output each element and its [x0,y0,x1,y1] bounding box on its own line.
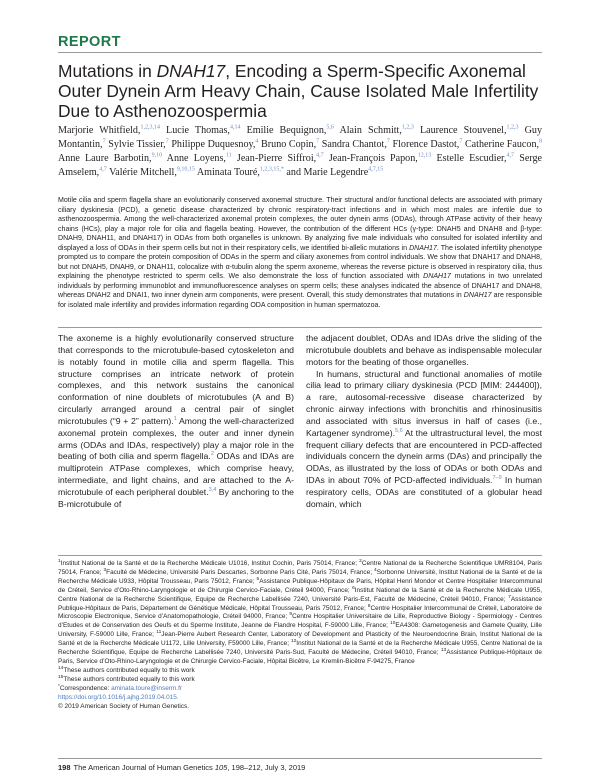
journal-volume: 105 [214,763,228,772]
affiliation-number: 7 [508,594,511,600]
affiliation-marker[interactable]: 4,7 [316,152,324,159]
affiliation-text: Assistance Publique-Hôpitaux de Paris, Hôpital Henri Mondor et Centre Hospitalier Intercommunal de Créteil, Service d’Oto-Rhino-Laryngologie et de Chirurgie Cervico-Faciale, Créteil 94000, France; [58,577,542,594]
title-prefix: Mutations in [58,61,157,81]
title-suffix: , Encoding a Sperm-Specific Axonemal Outer Dynein Arm Heavy Chain, Cause Isolated Male Infertility Due to Asthenozoospermia [58,61,539,121]
equal-contribution-note: $^{15}$These authors contributed equally to this work [58,674,195,683]
author: Jean-Pierre Siffroi,$^{4,7}$ [236,152,324,165]
affiliation-text: Centre Hospitalier Universitaire de Lille, Reproductive Biology - Spermiology - Centres d’Etudes et de Conservation des Oeufs et du Sperme Institute, Jeanne de Flandre Hospital, F-59000 Lille, France; [58,613,542,630]
footnote-rule [58,555,542,556]
affiliation-marker[interactable]: 4,7 [99,166,107,173]
body-paragraph: the adjacent doublet, ODAs and IDAs drive the sliding of the microtubule doublets and behave as indispensable molecular motors for the beating of those organelles. [306,333,542,367]
affiliation-number: 8 [367,603,371,609]
affiliation-marker[interactable]: 9,10 [151,152,163,159]
author: Sylvie Tissier,$^7$ [108,138,169,151]
affiliation-marker[interactable]: 1,2,3,15,* [259,166,284,173]
affiliation-marker[interactable]: 5,6 [326,124,334,131]
author: Bruno Copin,$^7$ [261,138,320,151]
affiliation-marker[interactable]: 1,2,3,14 [140,124,160,131]
affiliation-marker[interactable]: 4,7 [506,152,515,159]
author: Florence Dastot,$^7$ [392,138,463,151]
affiliation-text: Jean-Pierre Aubert Research Center, Laboratory of Development and Plasticity of the Neuroendocrine Brain, Institut National de la Santé et de la Recherche Médicale U1172, Lille University, F59000 Lille, France; [58,631,543,648]
affiliation-text: Assistance Publique-Hôpitaux de Paris, Service d’Oto-Rhino-Laryngologie et de Chirurgie Cervico-Faciale, Hôpital Bicêtre, Le Kremlin-Bicêtre F-94275, France [58,649,542,665]
author: Catherine Faucon,$^8$ [464,138,543,151]
affiliation-marker[interactable]: 8 [539,138,543,145]
body-paragraph: In humans, structural and functional anomalies of motile cilia lead to primary ciliary dyskinesia (PCD [MIM: 244400]), a rare, autosomal-recessive disease characterized by chronic airway infections with bronchitis and rhinosinusitis and associated with situs inversus in half of cases (i.e., Kartagener syndrome).$^{5,6}$ At the ultrastructural level, the most frequent ciliary defects that are encountered in PCD-affected individuals concern the dynein arms (DAs) and principally the ODAs, as illustrated by the loss of ODAs or both ODAs and IDAs in about 70% of PCD-affected individuals.$^{7-9}$ In human respiratory cells, ODAs are constituted of a globular head domain, which [306,368,542,509]
correspondence: *Correspondence: aminata.toure@inserm.fr [58,683,182,692]
page-number: 198 [58,763,71,772]
top-rule [58,52,542,53]
author: Anne Laure Barbotin,$^{9,10}$ [58,152,163,165]
affiliation-marker[interactable]: 11 [225,152,232,159]
author: Marjorie Whitfield,$^{1,2,3,14}$ [58,124,160,136]
doi-link[interactable]: https://doi.org/10.1016/j.ajhg.2019.04.015. [58,693,179,701]
affiliation-number: 11 [156,630,162,636]
author: Sandra Chantot,$^7$ [321,138,390,151]
author: Guy Montantin,$^7$ [58,125,542,151]
author: Serge Amselem,$^{4,7}$ [58,153,543,179]
affiliations [58,560,542,667]
author: Lucie Thomas,$^{4,14}$ [166,124,241,136]
affiliation-marker[interactable]: 4,7,15 [368,166,384,173]
affiliation-text: Centre Hospitalier Intercommunal de Créteil, Laboratoire de Microscopie Electronique, Service d’Anatomopathologie, Créteil 94000, France; [58,604,542,621]
author: Alain Schmitt,$^{1,2,3}$ [339,124,414,136]
affiliation-number: 6 [352,585,355,591]
affiliation-marker[interactable]: 1,2,3 [401,124,414,131]
author: Laurence Stouvenel,$^{1,2,3}$ [419,124,519,136]
abstract-text: . The isolated infertility phenotype prompted us to compare the protein composition of ODAs in the sperm and ciliary axonemes from control individuals. We show that DNAH17 and DNAH8, but not DNAH5, DNAH9, or DNAH11, colocalize with α-tubulin along the sperm axoneme, whereas the reverse picture is observed in respiratory cilia, thus explaining the phenotype restricted to sperm cells. We also demonstrate the loss of function associated with [58,244,542,281]
article-title [58,61,542,121]
affiliation-number: 1 [58,558,61,564]
affiliation-marker[interactable]: 4 [255,138,259,145]
abstract [58,196,542,311]
footer-rule [58,758,542,759]
affiliation-marker[interactable]: 7 [165,138,169,145]
citation-link[interactable]: 7–9 [492,475,502,482]
copyright: © 2019 American Society of Human Genetics. [58,702,190,710]
gene-name: DNAH17 [423,273,451,281]
author: Philippe Duquesnoy,$^4$ [171,138,259,151]
affiliation-text: Centre National de la Recherche Scientifique UMR8104, Paris 75014, France; [58,560,543,576]
affiliation-number: 9 [289,612,293,618]
author: Anne Loyens,$^{11}$ [166,152,232,165]
journal-name: The American Journal of Human Genetics [73,763,215,772]
affiliation-text: Institut National de la Santé et de la Recherche Médicale U955, Centre National de la Recherche Scientifique, Equipe de Recherche Labellisée 7240, Université Paris-Sud, Faculté de Médecine, Créteil 94010, France; [58,640,543,657]
affiliation-text: EA4308: Gametogenesis and Gamete Quality, Lille University, F-59000 Lille, France; [58,622,542,639]
affiliation-number: 12 [290,639,297,645]
page-footer [58,763,305,772]
author: Aminata Touré,$^{1,2,3,15,*}$ [196,166,284,179]
abstract-rule [58,327,542,328]
affiliation-number: 3 [103,567,107,573]
affiliation-text: Institut National de la Santé et de la Recherche Médicale U1016, Institut Cochin, Paris 75014, France; [60,560,360,567]
citation-link[interactable]: 5,6 [395,427,403,434]
gene-name: DNAH17 [409,244,437,252]
affiliation-marker[interactable]: 9,10,15 [176,166,195,173]
affiliation-number: 4 [374,567,377,573]
affiliation-marker[interactable]: 7 [102,138,106,145]
affiliation-number: 13 [440,647,447,653]
body-paragraph: The axoneme is a highly evolutionarily conserved structure that corresponds to the microtubule-based cytoskeleton and is notably found in motile cilia and sperm flagella. This structure comprises an intricate network of protein complexes, and this network sustains the canonical conformation of nine doublets of microtubules (A and B) circularly arranged around a central pair of singlet microtubules (“9 + 2” pattern).$^1$ Among the well-characterized axonemal protein complexes, the outer and inner dynein arms (ODAs and IDAs, respectively) play a major role in the beating of both cilia and sperm flagella.$^2$ ODAs and IDAs are multiprotein ATPase complexes, which comprise heavy, intermediate, and light chains, and are attached to the A-microtubule of each peripheral doublet.$^{3,4}$ By anchoring to the B-microtubule of [58,333,294,509]
author: Emilie Bequignon,$^{5,6}$ [246,124,334,136]
citation-link[interactable]: 3,4 [208,487,217,494]
affiliation-number: 5 [256,576,260,582]
affiliation-marker[interactable]: 7 [316,138,320,145]
affiliation-marker[interactable]: 7 [459,138,463,145]
affiliation-text: Sorbonne Université, Institut National de la Santé et de la Recherche Médicale U933, Hôpital Trousseau, Paris 75012, France; [58,568,542,585]
correspondence-email-link[interactable]: aminata.toure@inserm.fr [111,684,182,692]
affiliation-number: 10 [390,621,396,627]
abstract-text: mutations in two unrelated individuals by performing immunoblot and immunofluorescence analyses on sperm cells; these analyses indicated the absence of DNAH17 and DNAH8, whereas DNAH2 and DNAI1, two inner dynein arm components, were present. Overall, this study demonstrates that mutations in [58,273,542,300]
author-list [58,124,542,180]
affiliation-marker[interactable]: 12,13 [417,152,432,159]
citation-link[interactable]: 1 [173,416,177,423]
affiliation-text: Faculté de Médecine, Université Paris Descartes, Sorbonne Paris Cité, Paris 75014, France; [106,568,375,576]
footnotes [58,560,542,711]
author: and Marie Legendre$^{4,7,15}$ [286,166,384,179]
affiliation-number: 2 [359,558,362,564]
author: Estelle Escudier,$^{4,7}$ [436,152,515,165]
abstract-text: Motile cilia and sperm flagella share an evolutionarily conserved axonemal structure. Their structural and/or functional defects are associated with primary ciliary dyskinesia (PCD), a genetic disease characterized by chronic respiratory-tract infections and in which most males are infertile due to asthenozoospermia. Among the well-characterized axonemal protein complexes, the outer dynein arms (ODAs), through ATPase activity of their heavy chains (HCs), play a major role for cilia and flagella beating. However, the contribution of the different HCs (γ-type: DNAH5 and DNAH8 and β-type: DNAH9, DNAH11, and DNAH17) in ODAs from both organelles is unknown. By analyzing five male individuals who consulted for isolated infertility and displayed a loss of ODAs in their sperm cells but not in their respiratory cells, we identified bi-allelic mutations in [58,197,542,252]
affiliation-text: Institut National de la Santé et de la Recherche Médicale U955, Centre National de la Recherche Scientifique, Equipe de Recherche Labellisée 7240, Université Paris-Est, Faculté de Médecine, Créteil 94010, France; [58,586,542,603]
title-gene: DNAH17 [156,61,226,81]
affiliation-marker[interactable]: 4,14 [229,124,241,131]
equal-contribution-note: $^{14}$These authors contributed equally to this work [58,665,195,674]
body-column-right [306,333,542,511]
affiliation-text: Assistance Publique-Hôpitaux de Paris, Département de Génétique Médicale, Hôpital Trousseau, Paris 75012, France; [58,595,542,612]
body-column-left [58,333,294,511]
abstract-text: are responsible for isolated male infertility and provides information regarding ODA composition in human spermatozoa. [58,292,542,310]
affiliation-marker[interactable]: 1,2,3 [506,124,519,131]
gene-name: DNAH17 [463,292,492,300]
author: Jean-François Papon,$^{12,13}$ [328,152,432,165]
section-label: REPORT [58,34,121,50]
citation-link[interactable]: 2 [210,451,214,458]
journal-pages-date: , 198–212, July 3, 2019 [227,763,306,772]
affiliation-marker[interactable]: 7 [386,138,390,145]
author: Valérie Mitchell,$^{9,10,15}$ [109,166,195,179]
